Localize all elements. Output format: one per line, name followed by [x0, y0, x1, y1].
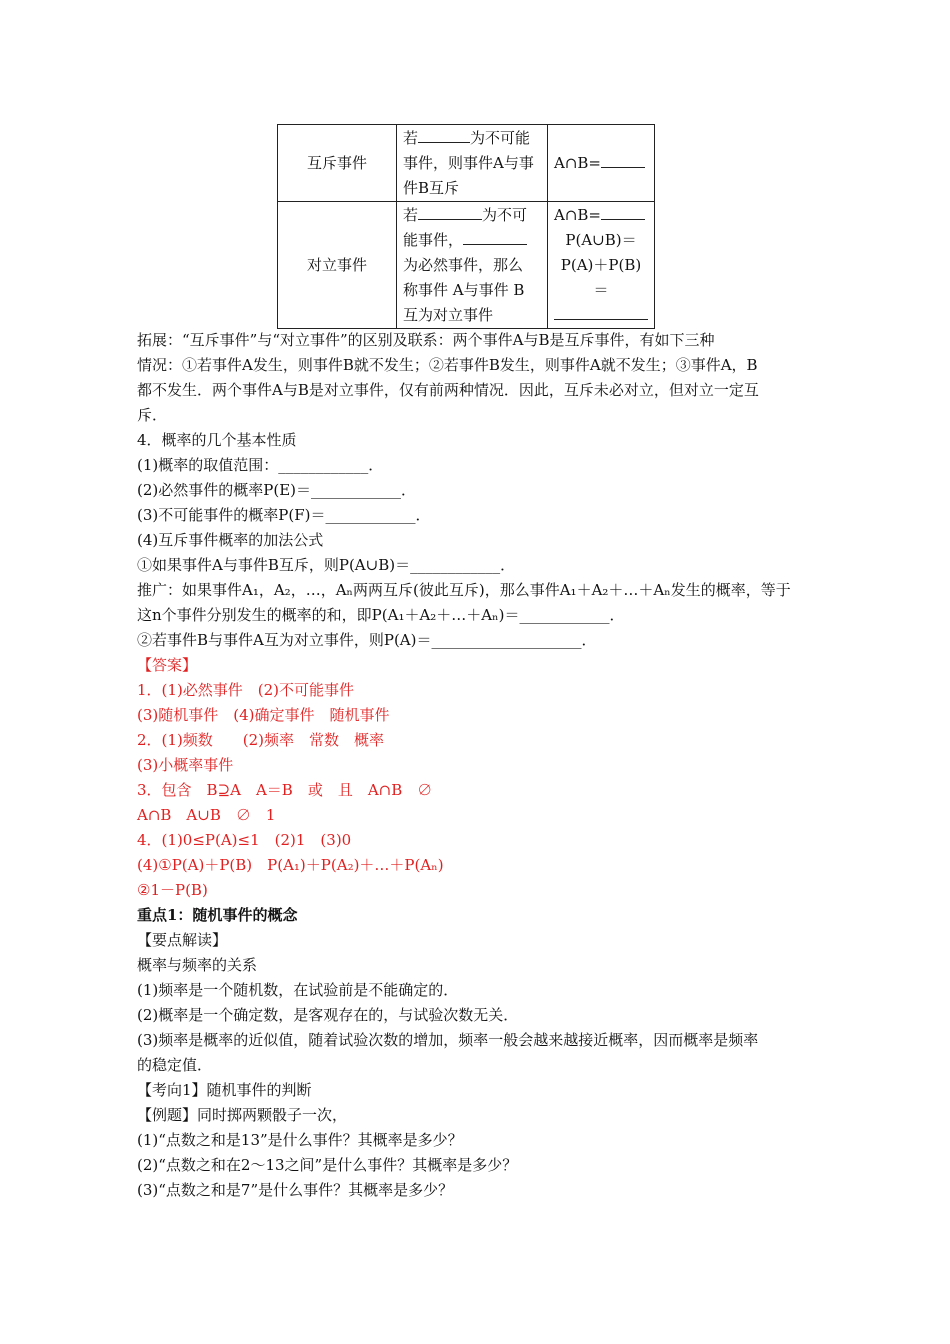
fill-blank — [463, 230, 527, 245]
event-name-cell: 互斥事件 — [278, 125, 397, 202]
table-row — [278, 202, 655, 329]
condition-cell: 若 为不可能 事件，则事件A与事 件B互斥 — [397, 125, 548, 202]
text-line: (1)频率是一个随机数，在试验前是不能确定的． — [137, 981, 459, 999]
text-line: 拓展：“互斥事件”与“对立事件”的区别及联系：两个事件A与B是互斥事件，有如下三种 — [137, 331, 715, 349]
text-line: 概率与频率的关系 — [137, 956, 258, 974]
text-line: 3．包含 B⊇A A＝B 或 且 A∩B ∅ — [137, 781, 433, 799]
text-line: ②1－P(B) — [137, 881, 208, 899]
formula-cell: A∩B= P(A∪B)＝ P(A)＋P(B)＝ — [548, 202, 655, 329]
event-name-cell: 对立事件 — [278, 202, 397, 329]
fill-blank — [554, 305, 648, 320]
fill-blank — [601, 205, 645, 220]
text-line: 1．(1)必然事件 (2)不可能事件 — [137, 681, 355, 699]
text-line: (4)①P(A)＋P(B) P(A₁)＋P(A₂)＋…＋P(Aₙ) — [137, 856, 444, 874]
text-line: 4．(1)0≤P(A)≤1 (2)1 (3)0 — [137, 831, 352, 849]
text-line: 【例题】同时掷两颗骰子一次， — [137, 1106, 348, 1124]
text-line: (3)“点数之和是7”是什么事件？其概率是多少？ — [137, 1181, 454, 1199]
text-line: 都不发生．两个事件A与B是对立事件，仅有前两种情况．因此，互斥未必对立，但对立一定互 — [137, 381, 759, 399]
text-line: (1)“点数之和是13”是什么事件？其概率是多少？ — [137, 1131, 463, 1149]
text-line: 4．概率的几个基本性质 — [137, 431, 297, 449]
text-line: ①如果事件A与事件B互斥，则P(A∪B)＝____________． — [137, 556, 516, 574]
text-line: 【考向1】随机事件的判断 — [137, 1081, 312, 1099]
text-line: (3)随机事件 (4)确定事件 随机事件 — [137, 706, 390, 724]
table-row — [278, 125, 655, 202]
condition-cell: 若 为不可 能事件， 为必然事件，那么 称事件 A与事件 B 互为对立事件 — [397, 202, 548, 329]
section-heading: 重点1：随机事件的概念 — [137, 906, 298, 924]
text-line: 这n个事件分别发生的概率的和，即P(A₁＋A₂＋…＋Aₙ)＝____________． — [137, 606, 625, 624]
text-line: 2．(1)频数 (2)频率 常数 概率 — [137, 731, 385, 749]
fill-blank — [601, 153, 645, 168]
text-line: (2)必然事件的概率P(E)＝____________． — [137, 481, 416, 499]
fill-blank — [418, 128, 470, 143]
text-line: 斥． — [137, 406, 168, 424]
text-line: ②若事件B与事件A互为对立事件，则P(A)＝____________________． — [137, 631, 597, 649]
document-body — [137, 328, 817, 1203]
text-line: (4)互斥事件概率的加法公式 — [137, 531, 324, 549]
text-line: (1)概率的取值范围：____________． — [137, 456, 384, 474]
text-line: (2)“点数之和在2～13之间”是什么事件？其概率是多少？ — [137, 1156, 518, 1174]
text-line: 的稳定值． — [137, 1056, 213, 1074]
text-line: (3)不可能事件的概率P(F)＝____________． — [137, 506, 431, 524]
text-line: (3)频率是概率的近似值，随着试验次数的增加，频率一般会越来越接近概率，因而概率是频率 — [137, 1031, 759, 1049]
text-line: A∩B A∪B ∅ 1 — [137, 806, 276, 824]
text-line: 【要点解读】 — [137, 931, 228, 949]
text-line: 情况：①若事件A发生，则事件B就不发生；②若事件B发生，则事件A就不发生；③事件A，B — [137, 356, 758, 374]
formula-cell: A∩B= — [548, 125, 655, 202]
text-line: (3)小概率事件 — [137, 756, 234, 774]
text-line: (2)概率是一个确定数，是客观存在的，与试验次数无关． — [137, 1006, 519, 1024]
text-line: 【答案】 — [137, 656, 198, 674]
text-line: 推广：如果事件A₁，A₂，…，Aₙ两两互斥(彼此互斥)，那么事件A₁＋A₂＋…＋Aₙ发生的概率，等于 — [137, 581, 791, 599]
fill-blank — [418, 205, 482, 220]
event-definition-table — [277, 124, 655, 329]
